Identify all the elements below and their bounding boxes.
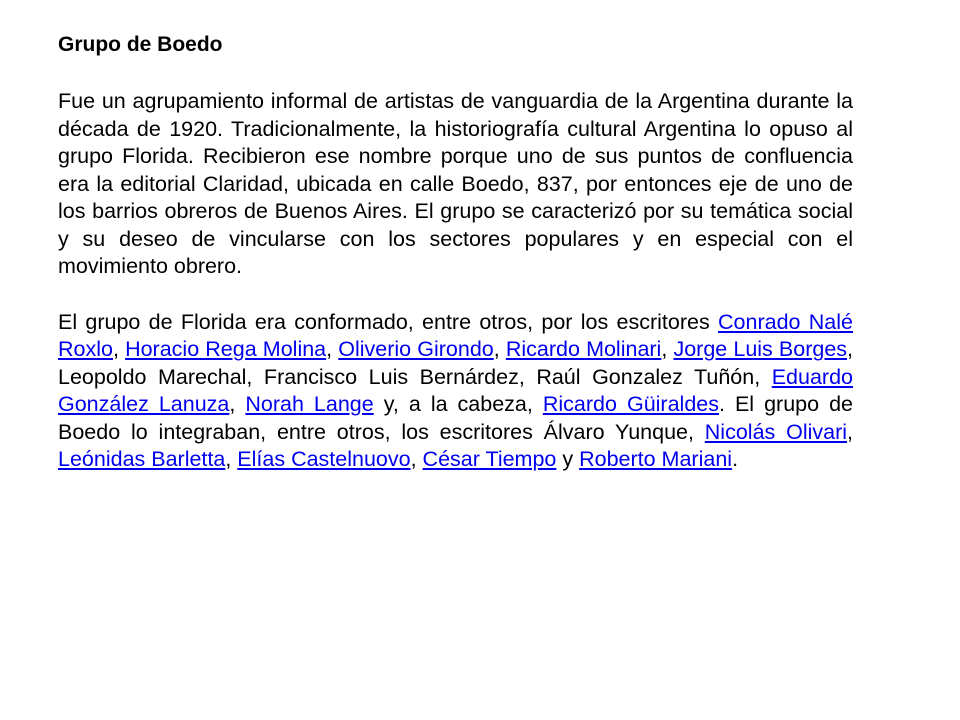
text-segment: ,: [112, 337, 126, 361]
text-segment: ,: [493, 337, 506, 361]
text-segment: ,: [225, 447, 238, 471]
text-segment: ,: [229, 392, 246, 416]
slide-content: [58, 30, 853, 502]
text-segment: ,: [326, 337, 339, 361]
link-ricardo-guiraldes[interactable]: Ricardo Güiraldes: [542, 392, 719, 416]
link-oliverio-girondo[interactable]: Oliverio Girondo: [338, 337, 494, 361]
link-jorge-luis-borges[interactable]: Jorge Luis Borges: [673, 337, 848, 361]
link-horacio-rega-molina[interactable]: Horacio Rega Molina: [125, 337, 327, 361]
paragraph-writers: [58, 309, 853, 474]
text-segment: . El grupo de Boedo lo integraban, entre otros, los escritores Álvaro Yunque,: [58, 392, 853, 444]
link-eduardo-gonzalez-lanuza[interactable]: Eduardo González Lanuza: [58, 364, 853, 416]
text-segment: ,: [661, 337, 674, 361]
text-segment: El grupo de Florida era conformado, entre otros, por los escritores: [58, 309, 719, 334]
link-ricardo-molinari[interactable]: Ricardo Molinari: [505, 337, 662, 361]
text-segment: y, a la cabeza,: [373, 392, 543, 416]
text-segment: y: [556, 447, 580, 471]
document-title: Grupo de Boedo: [58, 33, 223, 56]
link-elias-castelnuovo[interactable]: Elías Castelnuovo: [237, 447, 411, 471]
text-segment: .: [732, 447, 739, 471]
link-roberto-mariani[interactable]: Roberto Mariani: [579, 447, 733, 471]
link-leonidas-barletta[interactable]: Leónidas Barletta: [58, 447, 226, 471]
link-norah-lange[interactable]: Norah Lange: [245, 392, 374, 416]
paragraph-intro: Fue un agrupamiento informal de artistas de vanguardia de la Argentina durante la década de 1920. Tradicionalmente, la historiografía cultural Argentina lo opuso al grupo Florida. Recibieron ese nombre porque uno de sus puntos de confluencia era la editorial Claridad, ubicada en calle Boedo, 837, por entonces eje de uno de los barrios obreros de Buenos Aires. El grupo se caracterizó por su temática social y su deseo de vincularse con los sectores populares y en especial con el movimiento obrero.: [58, 89, 853, 278]
text-segment: , Leopoldo Marechal, Francisco Luis Bernárdez, Raúl Gonzalez Tuñón,: [58, 337, 854, 389]
link-cesar-tiempo[interactable]: César Tiempo: [422, 447, 557, 471]
text-segment: ,: [410, 447, 423, 471]
text-segment: ,: [847, 419, 853, 444]
link-conrado-nale-roxlo[interactable]: Conrado Nalé Roxlo: [58, 309, 853, 361]
link-nicolas-olivari[interactable]: Nicolás Olivari: [704, 419, 848, 444]
